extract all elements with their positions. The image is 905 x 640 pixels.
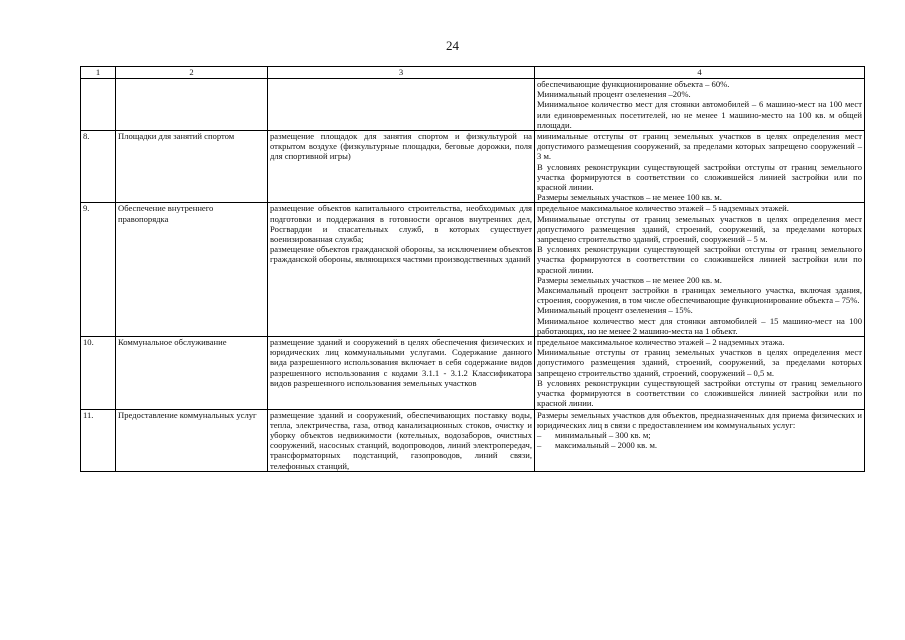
table-row <box>81 203 865 337</box>
parameters-cell <box>535 337 865 409</box>
parameter-line: предельное максимальное количество этажей – 5 надземных этажей. <box>537 203 789 214</box>
parameters-cell <box>535 79 865 131</box>
row-number: 10. <box>81 337 116 409</box>
parameter-line: минимальные отступы от границ земельных участков в целях определения мест допустимого размещения сооружений, за пределами которых запрещено сооружений – 3 м. <box>537 131 862 162</box>
use-type-description: размещение зданий и сооружений в целях обеспечения физических и юридических лиц коммунальными услугами. Содержание данного вида разрешенного использования включает в себя содержание видов разрешенного использования с кодами 3.1.1 - 3.1.2 Классификатора видов разрешенного использования земельных участков <box>268 337 535 409</box>
table-row <box>81 337 865 409</box>
parameter-line: Минимальные отступы от границ земельных участков в целях определения мест допустимого размещения зданий, строений, сооружений, за пределами которых запрещено строительство зданий, строений, сооружений – 0,5 м. <box>537 347 862 378</box>
bullet-item <box>537 430 862 440</box>
parameters-cell <box>535 409 865 471</box>
use-type-name: Площадки для занятий спортом <box>116 131 268 203</box>
parameter-line: Минимальное количество мест для стоянки автомобилей – 15 машино-мест на 100 работающих, но не менее 2 машино-места на 1 объект. <box>537 315 862 336</box>
parameter-line: В условиях реконструкции существующей застройки отступы от границ земельного участка формируются в соответствии со сложившейся линией застройки или по красной линии. <box>537 244 862 275</box>
parameter-line: Максимальный процент застройки в границах земельного участка, включая здания, строения, сооружения, в том числе обеспечивающие функционирование объекта – 75%. <box>537 285 862 306</box>
use-type-name: Предоставление коммунальных услуг <box>116 409 268 471</box>
use-type-description <box>268 203 535 337</box>
column-header-3: 3 <box>268 67 535 79</box>
parameter-line: предельное максимальное количество этажей – 2 надземных этажа. <box>537 337 785 348</box>
parameter-line: Размеры земельных участков для объектов, предназначенных для приема физических и юридических лиц в связи с предоставлением им коммунальных услуг: <box>537 409 862 430</box>
dash-marker: – <box>537 429 542 440</box>
regulations-table <box>80 66 865 472</box>
parameter-line: Минимальный процент озеленения –20%. <box>537 89 691 100</box>
parameters-cell <box>535 203 865 337</box>
use-type-description: размещение площадок для занятия спортом и физкультурой на открытом воздухе (физкультурные площадки, беговые дорожки, поля для спортивной игры) <box>268 131 535 203</box>
table-row <box>81 79 865 131</box>
use-type-name: Коммунальное обслуживание <box>116 337 268 409</box>
parameter-line: В условиях реконструкции существующей застройки отступы от границ земельного участка формируются в соответствии со сложившейся линией застройки или по красной линии. <box>537 377 862 409</box>
parameter-line: В условиях реконструкции существующей застройки отступы от границ земельного участка формируются в соответствии со сложившейся линией застройки или по красной линии. <box>537 161 862 193</box>
parameters-cell <box>535 131 865 203</box>
column-header-4: 4 <box>535 67 865 79</box>
parameter-line: Минимальное количество мест для стоянки автомобилей – 6 машино-мест на 100 мест или единовременных посетителей, но не менее 1 машино-место на 100 кв. м общей площади. <box>537 99 862 130</box>
use-type-description: размещение зданий и сооружений, обеспечивающих поставку воды, тепла, электричества, газа, отвод канализационных стоков, очистку и уборку объектов недвижимости (котельных, водозаборов, очистных сооружений, насосных станций, водопроводов, линий электропередач, трансформаторных подстанций, газопроводов, линий связи, телефонных станций, <box>268 409 535 471</box>
bullet-text: максимальный – 2000 кв. м. <box>555 440 658 451</box>
parameter-line: Размеры земельных участков – не менее 100 кв. м. <box>537 192 722 203</box>
row-number <box>81 79 116 131</box>
column-header-1: 1 <box>81 67 116 79</box>
bullet-item <box>537 440 862 450</box>
use-type-name <box>116 79 268 131</box>
use-type-name: Обеспечение внутреннего правопорядка <box>116 203 268 337</box>
parameter-line: Размеры земельных участков – не менее 200 кв. м. <box>537 274 722 285</box>
row-number: 8. <box>81 131 116 203</box>
table-header-row <box>81 67 865 79</box>
description-paragraph: размещение объектов гражданской обороны, за исключением объектов гражданской обороны, являющихся частями производственных зданий <box>270 244 532 265</box>
parameter-line: Минимальный процент озеленения – 15%. <box>537 305 693 316</box>
parameter-line: обеспечивающие функционирование объекта – 60%. <box>537 79 730 89</box>
column-header-2: 2 <box>116 67 268 79</box>
table-row <box>81 409 865 471</box>
parameter-line: Минимальные отступы от границ земельных участков в целях определения мест допустимого размещения зданий, строений, сооружений, за пределами которых запрещено строительство зданий, строений, сооружений – 5 м. <box>537 213 862 245</box>
row-number: 11. <box>81 409 116 471</box>
bullet-text: минимальный – 300 кв. м; <box>555 429 651 440</box>
table-row <box>81 131 865 203</box>
row-number: 9. <box>81 203 116 337</box>
use-type-description <box>268 79 535 131</box>
dash-marker: – <box>537 440 542 451</box>
page-number: 24 <box>446 38 459 53</box>
description-paragraph: размещение объектов капитального строительства, необходимых для подготовки и поддержания в готовности органов внутренних дел, Росгвардии и спасательных служб, в которых существует военизированная служба; <box>270 203 532 245</box>
